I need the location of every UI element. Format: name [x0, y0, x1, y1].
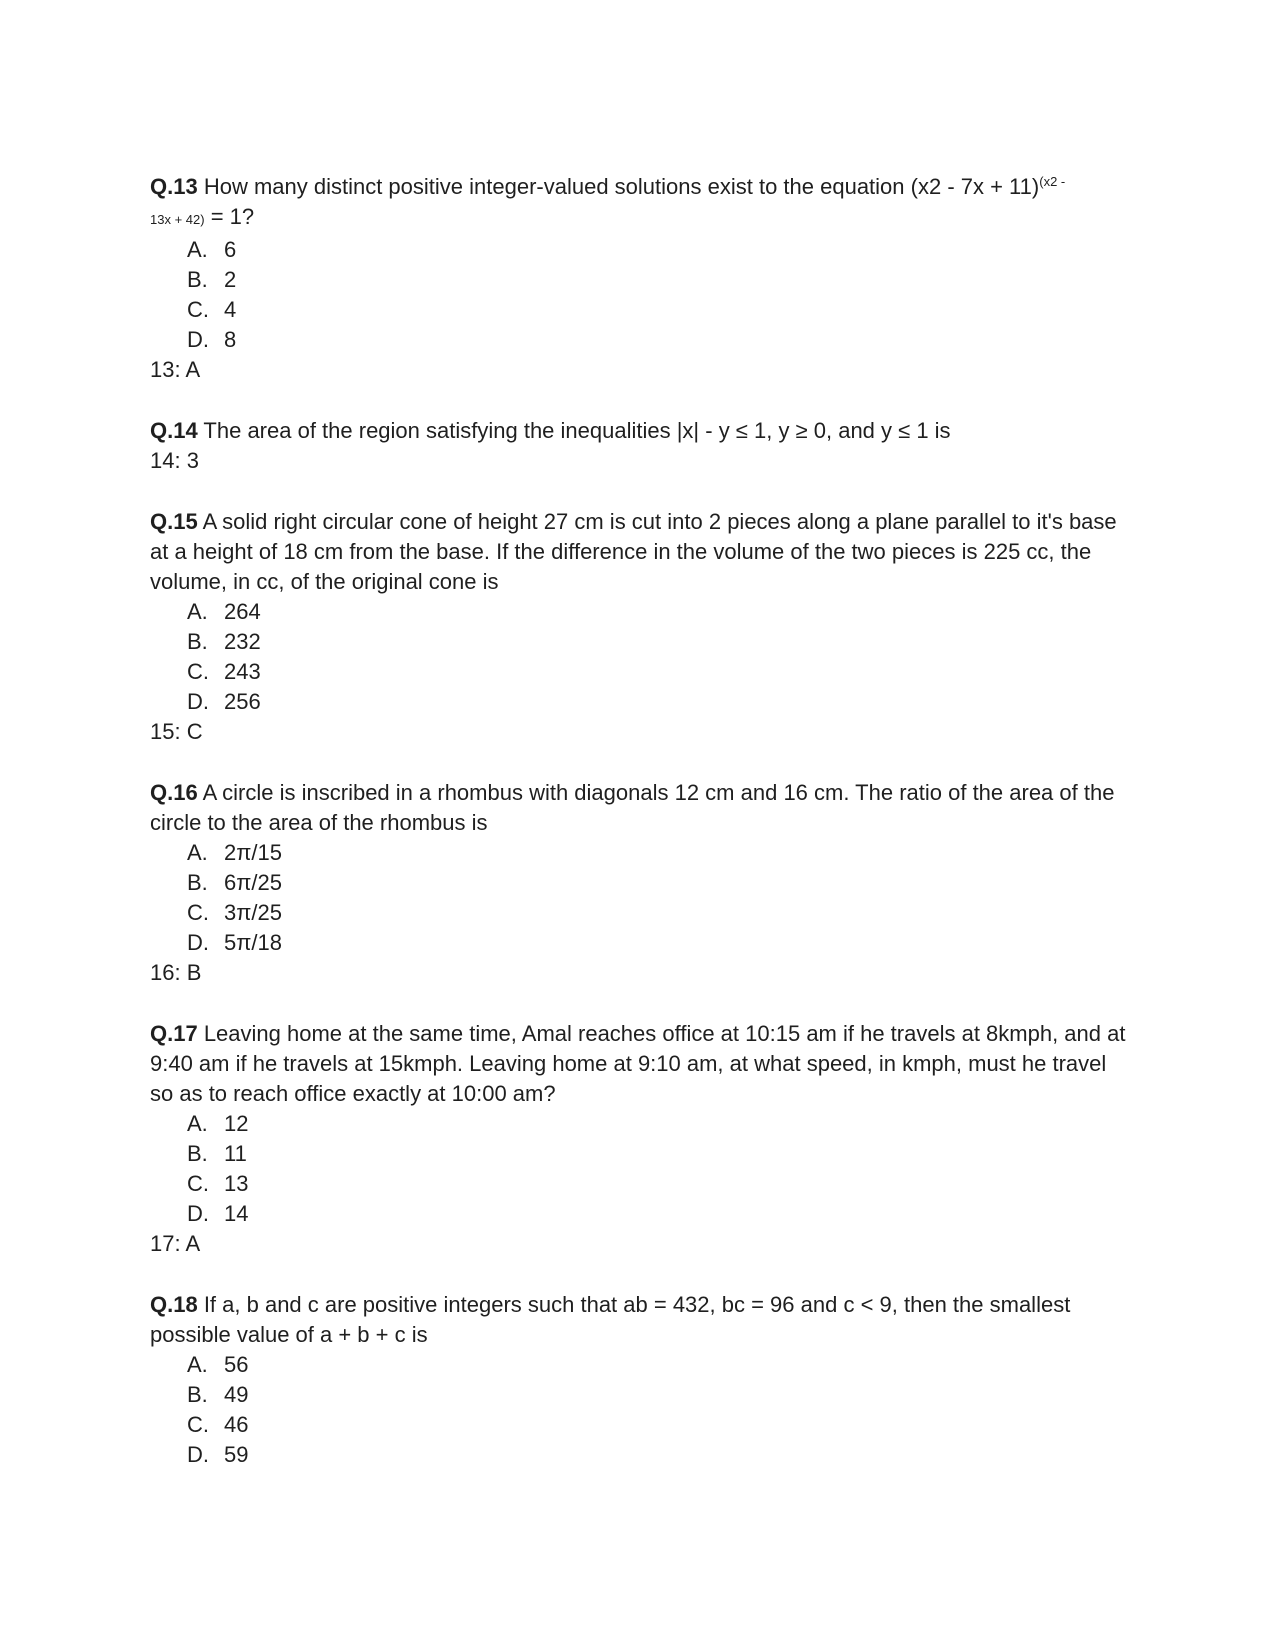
- options-list: [150, 235, 1130, 355]
- option-value: 232: [224, 629, 261, 654]
- question-number: Q.13: [150, 174, 198, 199]
- option-value: 2π/15: [224, 840, 282, 865]
- option-a: [187, 597, 1130, 627]
- option-letter: D.: [187, 930, 209, 955]
- option-a: [187, 1350, 1130, 1380]
- question-18: [150, 1290, 1130, 1470]
- question-text: [150, 1290, 1130, 1350]
- option-value: 8: [224, 327, 237, 352]
- option-value: 59: [224, 1442, 249, 1467]
- question-text: [150, 416, 1130, 446]
- question-number: Q.14: [150, 418, 198, 443]
- question-number: Q.17: [150, 1021, 198, 1046]
- question-body: If a, b and c are positive integers such that ab = 432, bc = 96 and c < 9, then the smallest possible value of a + b + c is: [150, 1292, 1071, 1347]
- option-letter: A.: [187, 1352, 208, 1377]
- answer-line: 14: 3: [150, 448, 199, 473]
- question-number: Q.16: [150, 780, 198, 805]
- option-letter: D.: [187, 1442, 209, 1467]
- option-b: [187, 1380, 1130, 1410]
- answer-line: 17: A: [150, 1231, 201, 1256]
- option-d: [187, 1199, 1130, 1229]
- option-b: [187, 265, 1130, 295]
- option-value: 49: [224, 1382, 249, 1407]
- question-number: Q.15: [150, 509, 198, 534]
- option-letter: B.: [187, 629, 208, 654]
- option-value: 3π/25: [224, 900, 282, 925]
- question-text: [150, 172, 1130, 235]
- option-value: 46: [224, 1412, 249, 1437]
- option-d: [187, 928, 1130, 958]
- option-value: 2: [224, 267, 237, 292]
- exponent-end: 13x + 42): [150, 212, 205, 227]
- option-value: 256: [224, 689, 261, 714]
- option-c: [187, 898, 1130, 928]
- option-letter: C.: [187, 297, 209, 322]
- question-14: [150, 416, 1130, 476]
- option-b: [187, 1139, 1130, 1169]
- option-letter: C.: [187, 659, 209, 684]
- options-list: [150, 1350, 1130, 1470]
- options-list: [150, 838, 1130, 958]
- question-15: [150, 507, 1130, 747]
- question-body-end: = 1?: [204, 204, 255, 229]
- options-list: [150, 1109, 1130, 1229]
- option-value: 6: [224, 237, 237, 262]
- option-a: [187, 235, 1130, 265]
- option-c: [187, 657, 1130, 687]
- option-b: [187, 868, 1130, 898]
- option-value: 56: [224, 1352, 249, 1377]
- option-d: [187, 1440, 1130, 1470]
- option-letter: A.: [187, 840, 208, 865]
- answer-line: 15: C: [150, 719, 203, 744]
- option-value: 12: [224, 1111, 249, 1136]
- option-value: 14: [224, 1201, 249, 1226]
- question-text: [150, 1019, 1130, 1109]
- option-letter: B.: [187, 1382, 208, 1407]
- option-letter: D.: [187, 689, 209, 714]
- question-13: [150, 172, 1130, 385]
- option-value: 13: [224, 1171, 249, 1196]
- question-text: [150, 507, 1130, 597]
- option-letter: B.: [187, 870, 208, 895]
- option-value: 243: [224, 659, 261, 684]
- option-d: [187, 687, 1130, 717]
- question-text: [150, 778, 1130, 838]
- question-body: Leaving home at the same time, Amal reaches office at 10:15 am if he travels at 8kmph, and at 9:40 am if he travels at 15kmph. Leaving home at 9:10 am, at what speed, in kmph, must he travel so as to reach office exactly at 10:00 am?: [150, 1021, 1126, 1106]
- option-letter: D.: [187, 327, 209, 352]
- exponent-start: (x2 -: [1039, 174, 1066, 189]
- options-list: [150, 597, 1130, 717]
- option-letter: C.: [187, 900, 209, 925]
- question-list: [150, 172, 1130, 1470]
- option-a: [187, 838, 1130, 868]
- question-body: How many distinct positive integer-valued solutions exist to the equation (x2 - 7x + 11): [197, 174, 1040, 199]
- option-value: 11: [224, 1141, 247, 1166]
- option-letter: A.: [187, 237, 208, 262]
- option-value: 5π/18: [224, 930, 282, 955]
- option-value: 6π/25: [224, 870, 282, 895]
- option-letter: B.: [187, 267, 208, 292]
- option-d: [187, 325, 1130, 355]
- option-letter: D.: [187, 1201, 209, 1226]
- question-17: [150, 1019, 1130, 1259]
- option-b: [187, 627, 1130, 657]
- option-value: 264: [224, 599, 261, 624]
- option-letter: A.: [187, 1111, 208, 1136]
- option-letter: C.: [187, 1412, 209, 1437]
- option-letter: C.: [187, 1171, 209, 1196]
- option-letter: A.: [187, 599, 208, 624]
- question-number: Q.18: [150, 1292, 198, 1317]
- answer-line: 16: B: [150, 960, 202, 985]
- option-a: [187, 1109, 1130, 1139]
- option-c: [187, 1169, 1130, 1199]
- question-body: A solid right circular cone of height 27 cm is cut into 2 pieces along a plane parallel to it's base at a height of 18 cm from the base. If the difference in the volume of the two pieces is 225 cc, the volume, in cc, of the original cone is: [150, 509, 1117, 594]
- question-body: The area of the region satisfying the inequalities |x| - y ≤ 1, y ≥ 0, and y ≤ 1 is: [197, 418, 951, 443]
- option-c: [187, 295, 1130, 325]
- answer-line: 13: A: [150, 357, 201, 382]
- option-c: [187, 1410, 1130, 1440]
- question-16: [150, 778, 1130, 988]
- option-value: 4: [224, 297, 237, 322]
- question-body: A circle is inscribed in a rhombus with diagonals 12 cm and 16 cm. The ratio of the area of the circle to the area of the rhombus is: [150, 780, 1115, 835]
- option-letter: B.: [187, 1141, 208, 1166]
